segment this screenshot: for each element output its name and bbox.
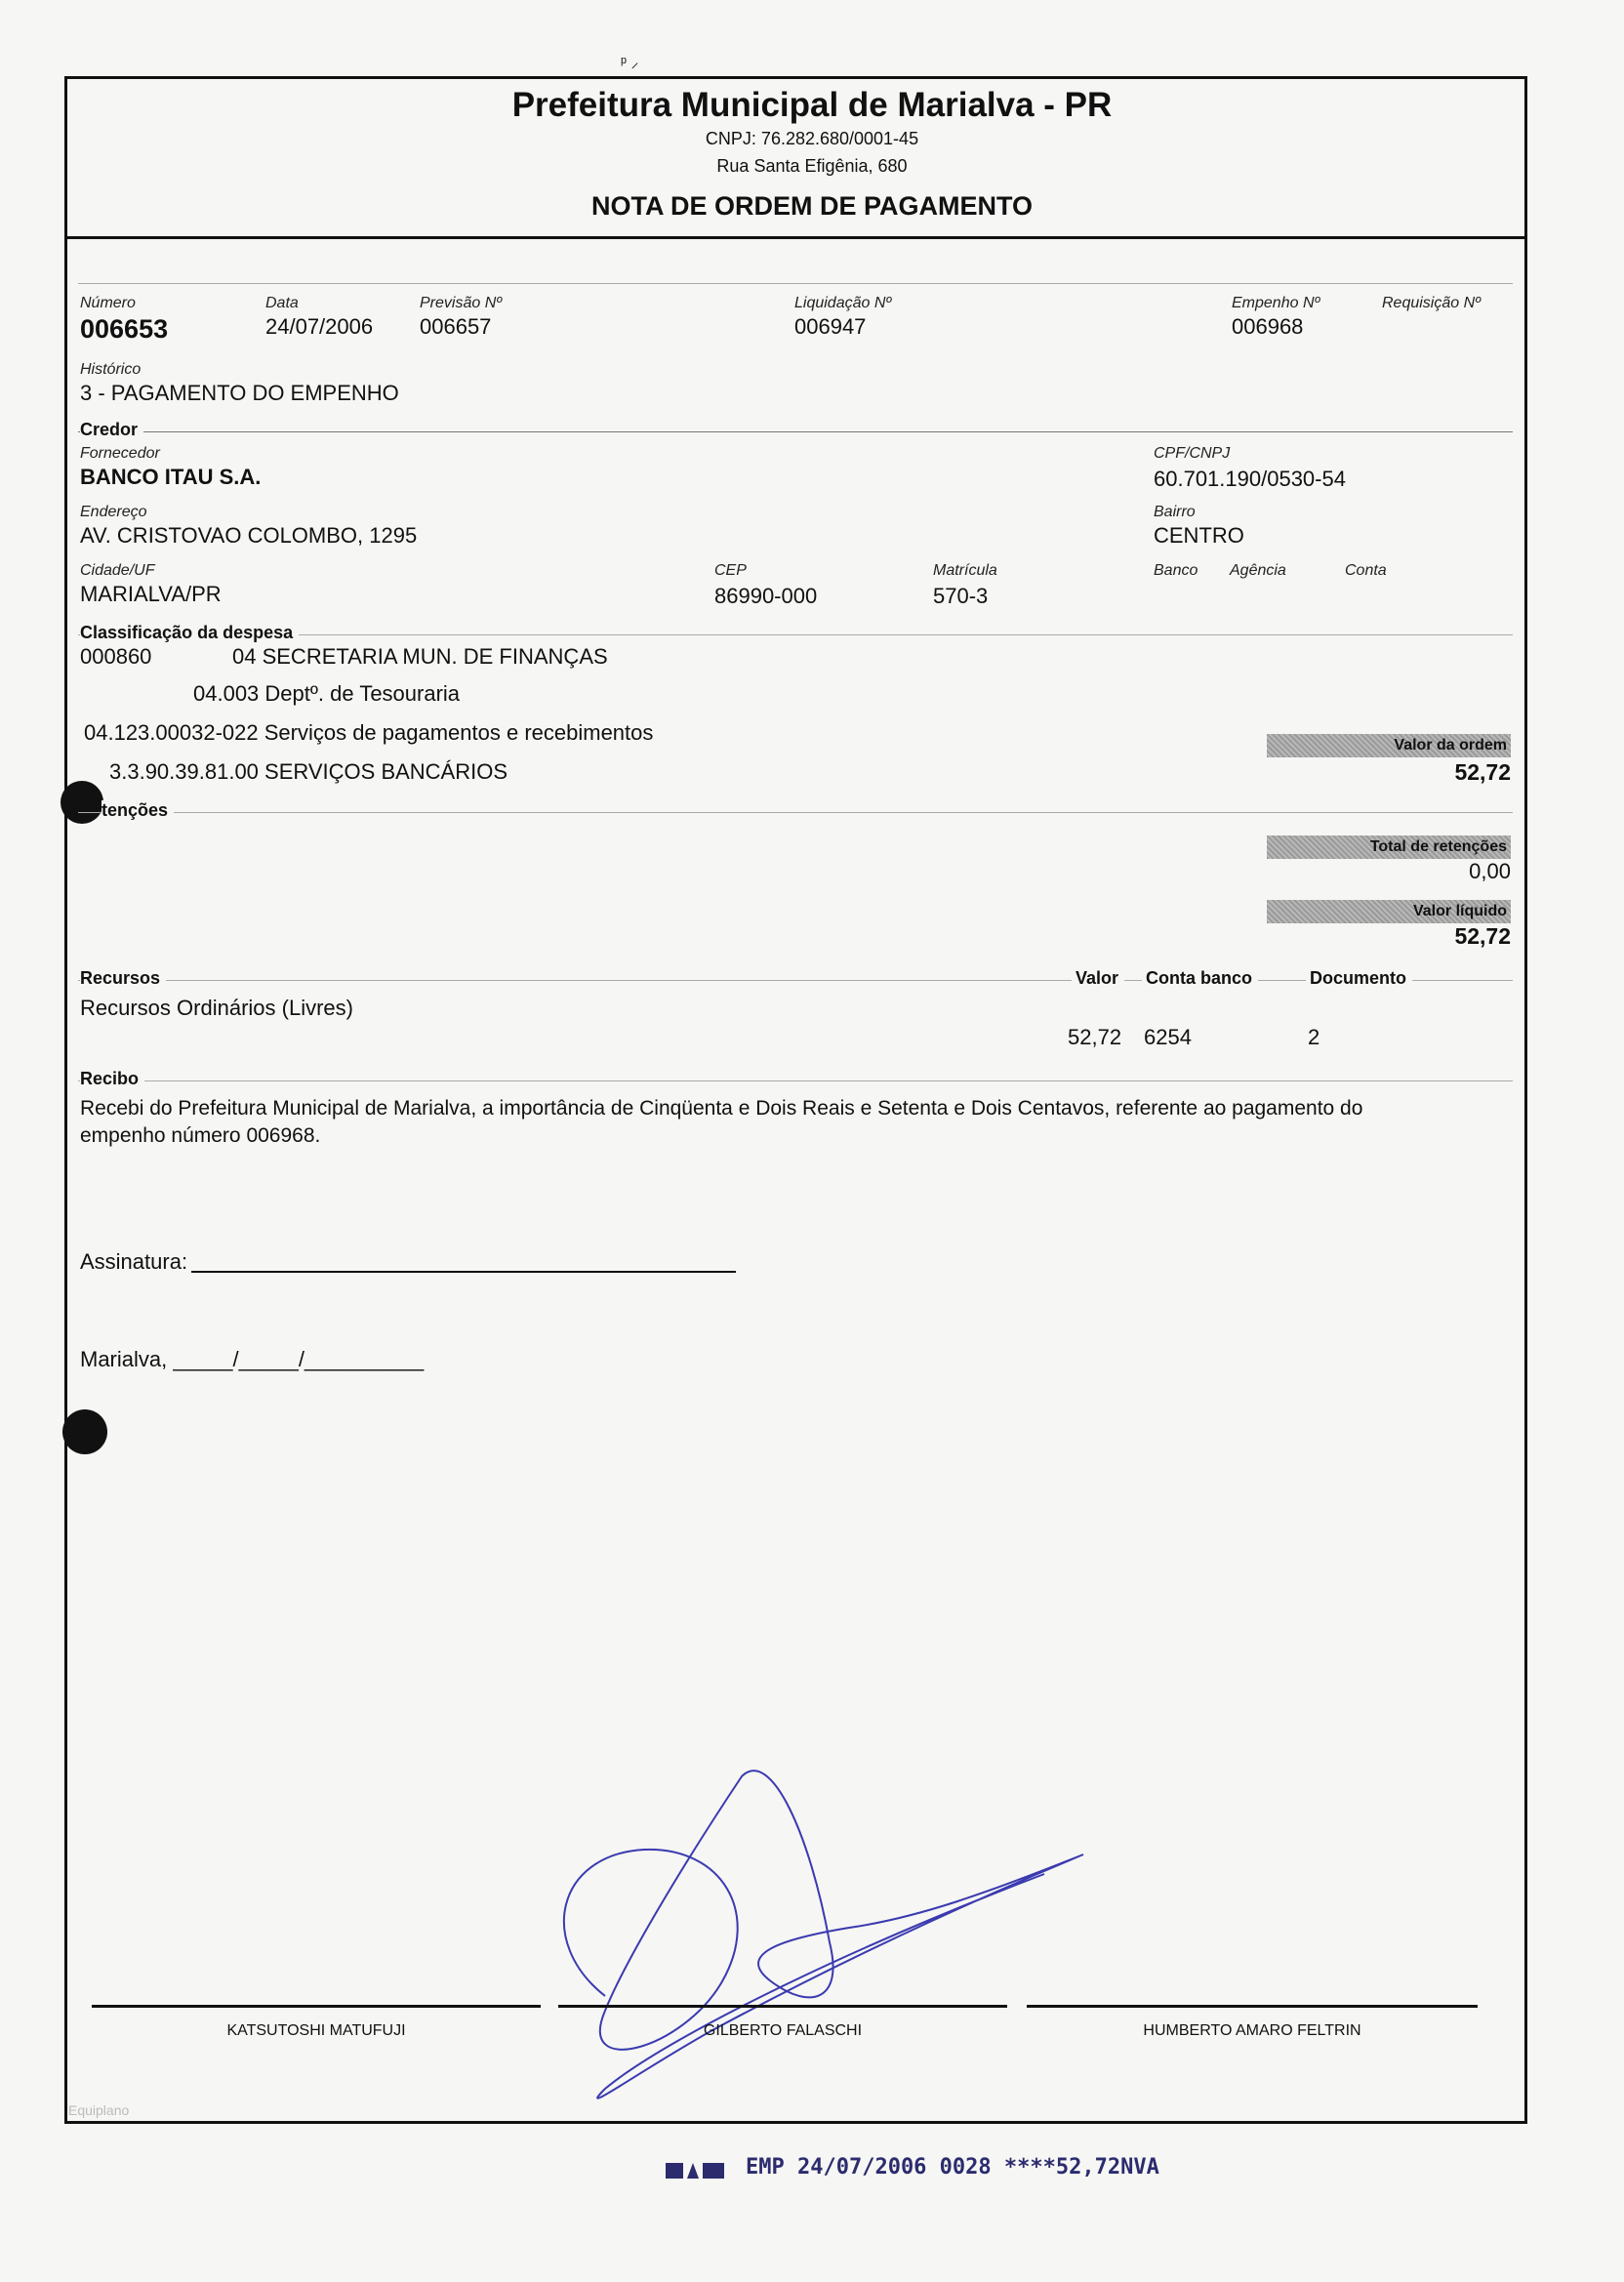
software-credit: Equiplano bbox=[68, 2102, 130, 2118]
data-label: Data bbox=[265, 295, 299, 311]
classificacao-section: Classificação da despesa bbox=[80, 623, 299, 643]
signatory-name: KATSUTOSHI MATUFUJI bbox=[226, 2022, 406, 2039]
empenho-value: 006968 bbox=[1232, 314, 1304, 339]
matricula-label: Matrícula bbox=[933, 562, 997, 579]
classificacao-code: 000860 bbox=[80, 644, 152, 669]
handwritten-signature bbox=[517, 1757, 1103, 2128]
recibo-text-1: Recebi do Prefeitura Municipal de Marialva, a importância de Cinqüenta e Dois Reais e Setenta e Dois Centavos, referente ao pagamento do bbox=[80, 1097, 1363, 1120]
address: Rua Santa Efigênia, 680 bbox=[716, 156, 908, 176]
cpf-value: 60.701.190/0530-54 bbox=[1154, 467, 1346, 491]
local-date: Marialva, _____/_____/__________ bbox=[80, 1347, 425, 1371]
valor-liquido-label: Valor líquido bbox=[1267, 900, 1511, 923]
recibo-text-2: empenho número 006968. bbox=[80, 1124, 321, 1147]
fornecedor-value: BANCO ITAU S.A. bbox=[80, 465, 262, 489]
payment-stamp: EMP 24/07/2006 0028 ****52,72NVA bbox=[746, 2155, 1159, 2180]
cnpj: CNPJ: 76.282.680/0001-45 bbox=[705, 129, 919, 148]
signatory-name: GILBERTO FALASCHI bbox=[703, 2022, 863, 2039]
valor-ordem-label: Valor da ordem bbox=[1267, 734, 1511, 757]
recursos-valor: 52,72 bbox=[1068, 1025, 1122, 1049]
rule bbox=[78, 283, 1513, 284]
recursos-conta: 6254 bbox=[1144, 1025, 1192, 1049]
cep-value: 86990-000 bbox=[714, 584, 818, 608]
valor-ordem-value: 52,72 bbox=[1454, 759, 1511, 785]
numero-label: Número bbox=[80, 295, 136, 311]
classificacao-line4: 3.3.90.39.81.00 SERVIÇOS BANCÁRIOS bbox=[109, 759, 508, 784]
previsao-label: Previsão Nº bbox=[420, 295, 503, 311]
classificacao-line2: 04.003 Deptº. de Tesouraria bbox=[193, 681, 461, 706]
signature-line bbox=[558, 2005, 1007, 2008]
endereco-label: Endereço bbox=[80, 504, 147, 520]
cep-label: CEP bbox=[714, 562, 747, 579]
recursos-conta-header: Conta banco bbox=[1142, 968, 1258, 989]
historico-value: 3 - PAGAMENTO DO EMPENHO bbox=[80, 381, 399, 405]
previsao-value: 006657 bbox=[420, 314, 492, 339]
numero-value: 006653 bbox=[80, 314, 169, 344]
banco-label: Banco bbox=[1154, 562, 1198, 579]
valor-liquido-value: 52,72 bbox=[1454, 923, 1511, 949]
endereco-value: AV. CRISTOVAO COLOMBO, 1295 bbox=[80, 523, 418, 548]
bairro-value: CENTRO bbox=[1154, 523, 1244, 548]
document-title: NOTA DE ORDEM DE PAGAMENTO bbox=[590, 191, 1033, 221]
punch-hole bbox=[62, 1409, 107, 1454]
classificacao-line1: 04 SECRETARIA MUN. DE FINANÇAS bbox=[232, 644, 608, 669]
classificacao-line3: 04.123.00032-022 Serviços de pagamentos e recebimentos bbox=[84, 720, 654, 745]
liquidacao-value: 006947 bbox=[794, 314, 867, 339]
signature-line bbox=[1027, 2005, 1478, 2008]
bairro-label: Bairro bbox=[1154, 504, 1196, 520]
recursos-descricao: Recursos Ordinários (Livres) bbox=[80, 996, 353, 1020]
agencia-label: Agência bbox=[1230, 562, 1286, 579]
punch-hole bbox=[61, 781, 103, 824]
page-title: Prefeitura Municipal de Marialva - PR bbox=[511, 86, 1113, 124]
cidade-value: MARIALVA/PR bbox=[80, 582, 222, 606]
assinatura-label: Assinatura: bbox=[80, 1249, 188, 1274]
cpf-label: CPF/CNPJ bbox=[1154, 445, 1231, 462]
total-retencoes-value: 0,00 bbox=[1469, 859, 1511, 883]
assinatura-line bbox=[191, 1271, 736, 1273]
cidade-label: Cidade/UF bbox=[80, 562, 155, 579]
stamp-logo bbox=[664, 2157, 726, 2182]
conta-label: Conta bbox=[1345, 562, 1387, 579]
header-divider bbox=[64, 236, 1527, 239]
matricula-value: 570-3 bbox=[933, 584, 989, 608]
recursos-rule bbox=[78, 980, 1513, 981]
empenho-label: Empenho Nº bbox=[1232, 295, 1320, 311]
retencoes-section: tenções bbox=[102, 800, 174, 821]
signatory-name: HUMBERTO AMARO FELTRIN bbox=[1143, 2022, 1361, 2039]
signature-line bbox=[92, 2005, 541, 2008]
data-value: 24/07/2006 bbox=[265, 314, 374, 339]
scan-marks: ᵖ ⸝ bbox=[621, 55, 639, 71]
requisicao-label: Requisição Nº bbox=[1382, 295, 1481, 311]
recibo-section: Recibo bbox=[80, 1069, 144, 1089]
credor-rule bbox=[78, 431, 1513, 432]
recursos-section: Recursos bbox=[80, 968, 166, 989]
recursos-documento-header: Documento bbox=[1306, 968, 1412, 989]
recursos-documento: 2 bbox=[1308, 1025, 1320, 1049]
fornecedor-label: Fornecedor bbox=[80, 445, 160, 462]
recursos-valor-header: Valor bbox=[1072, 968, 1124, 989]
retencoes-rule bbox=[78, 812, 1513, 813]
total-retencoes-label: Total de retenções bbox=[1267, 835, 1511, 859]
historico-label: Histórico bbox=[80, 361, 142, 378]
liquidacao-label: Liquidação Nº bbox=[794, 295, 892, 311]
credor-section: Credor bbox=[80, 420, 143, 440]
recibo-rule bbox=[78, 1080, 1513, 1081]
